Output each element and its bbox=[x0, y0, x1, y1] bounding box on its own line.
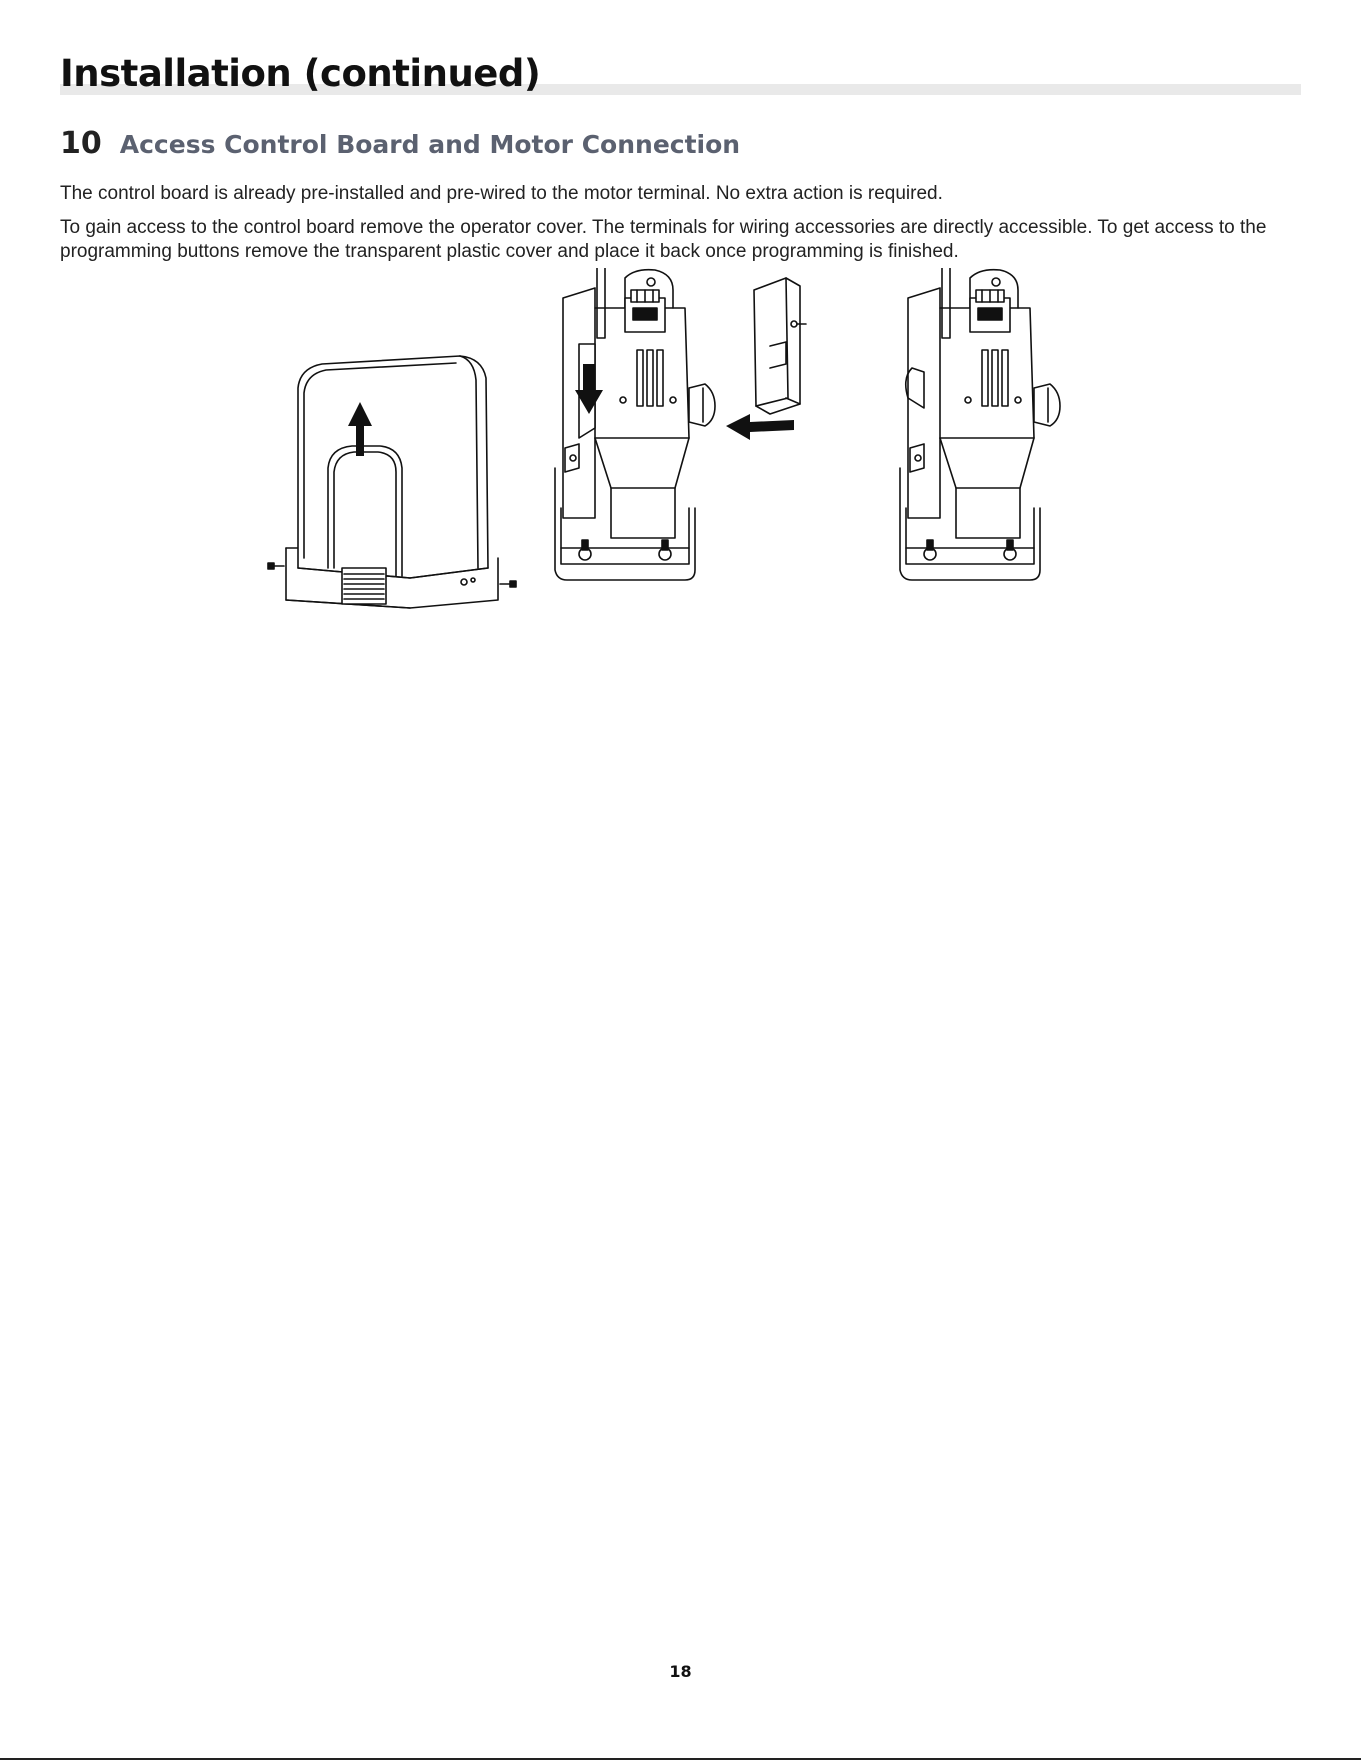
transparent-cover-illustration bbox=[754, 278, 806, 414]
page-number: 18 bbox=[669, 1662, 692, 1681]
paragraph-intro: The control board is already pre-installed and pre-wired to the motor terminal. No extra action is required. bbox=[60, 183, 943, 204]
bolt-icon bbox=[924, 540, 936, 560]
motor-board-illustration bbox=[555, 268, 715, 580]
section-heading bbox=[60, 126, 740, 166]
paragraph-instructions: To gain access to the control board remove the operator cover. The terminals for wiring accessories are directly accessible. To get access to the programming buttons remove the transparent plastic cover and place it back once programming is finished. bbox=[60, 217, 1267, 262]
bolt-icon bbox=[659, 540, 671, 560]
bolt-icon bbox=[1004, 540, 1016, 560]
bolt-icon bbox=[579, 540, 591, 560]
section-number: 10 bbox=[60, 126, 102, 161]
arrow-left-icon bbox=[726, 414, 794, 440]
operator-cover-illustration bbox=[268, 356, 516, 608]
bottom-rule bbox=[0, 1758, 1361, 1760]
page-header bbox=[60, 50, 1301, 100]
screw-icon bbox=[268, 563, 284, 569]
page-title: Installation (continued) bbox=[60, 52, 541, 95]
motor-board-illustration-2 bbox=[900, 268, 1060, 580]
installation-figure bbox=[260, 268, 1080, 618]
section-title: Access Control Board and Motor Connection bbox=[119, 130, 741, 159]
screw-icon bbox=[500, 581, 516, 587]
